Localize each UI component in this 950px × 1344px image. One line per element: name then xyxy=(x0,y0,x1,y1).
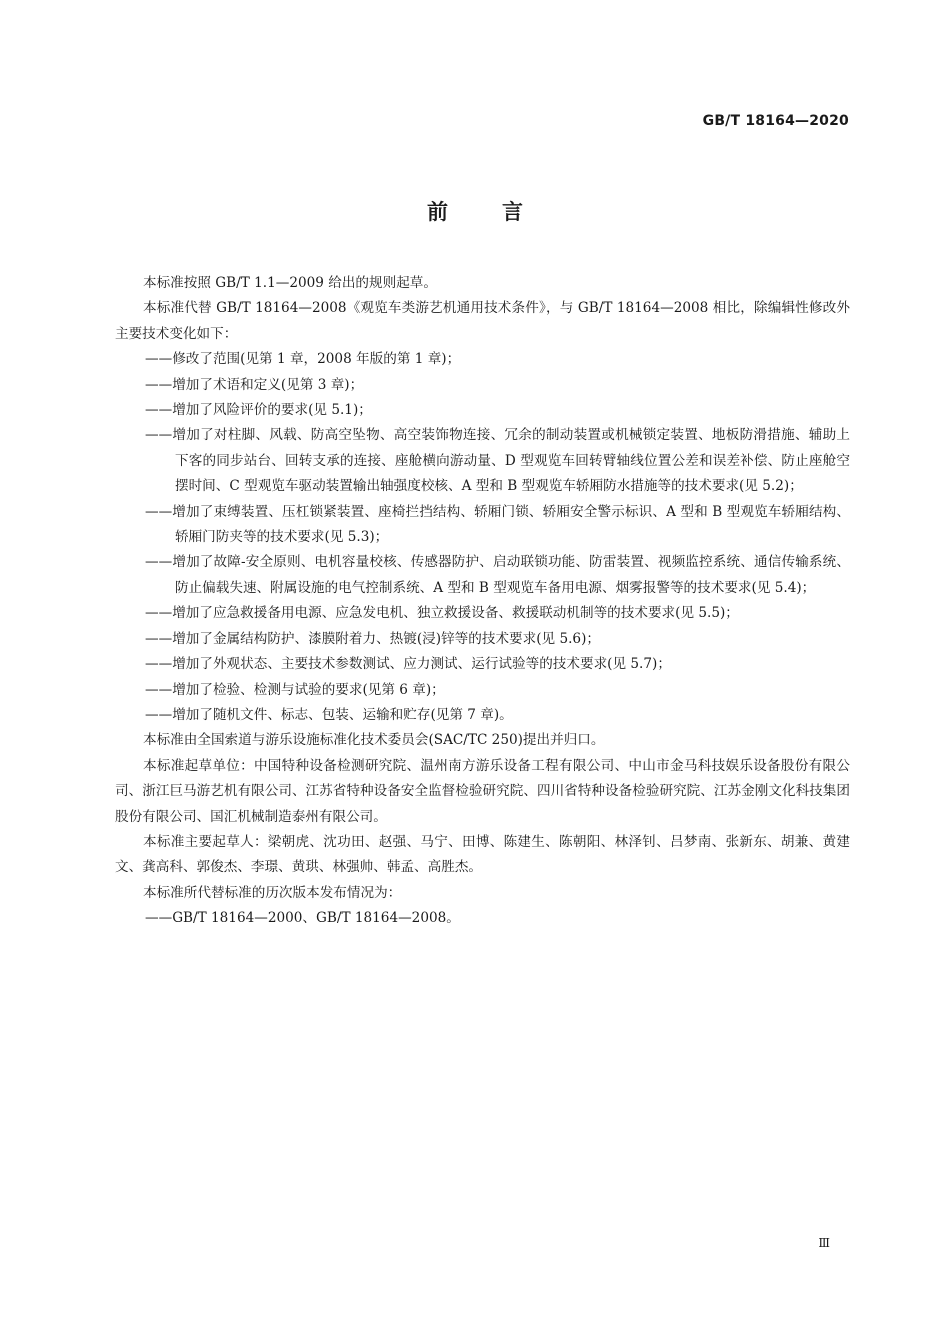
page-number: Ⅲ xyxy=(818,1236,830,1250)
paragraph-drafters: 本标准主要起草人：梁朝虎、沈功田、赵强、马宁、田博、陈建生、陈朝阳、林泽钊、吕梦南、张新东、胡兼、黄建文、龚高科、郭俊杰、李璟、黄珙、林强帅、韩孟、高胜杰。 xyxy=(115,833,850,876)
paragraph-history-intro: 本标准所代替标准的历次版本发布情况为： xyxy=(143,884,402,901)
paragraph-drafting-units: 本标准起草单位：中国特种设备检测研究院、温州南方游乐设备工程有限公司、中山市金马科技娱乐设备股份有限公司、浙江巨马游艺机有限公司、江苏省特种设备安全监督检验研究院、四川省特种设备检验研究院、江苏金刚文化科技集团股份有限公司、国汇机械制造泰州有限公司。 xyxy=(115,757,850,825)
change-item: ——增加了风险评价的要求(见 5.1)； xyxy=(145,402,372,419)
standard-code: GB/T 18164—2020 xyxy=(702,113,849,129)
change-item: ——增加了故障-安全原则、电机容量校核、传感器防护、启动联锁功能、防雷装置、视频监控系统、通信传输系统、防止偏载失速、附属设施的电气控制系统、A 型和 B 型观览车备用电源、烟雾报警等的技术要求(见 5.4)； xyxy=(145,554,850,596)
history-item: ——GB/T 18164—2000、GB/T 18164—2008。 xyxy=(145,910,460,927)
paragraph-drafting-rules: 本标准按照 GB/T 1.1—2009 给出的规则起草。 xyxy=(143,275,437,291)
change-item: ——增加了金属结构防护、漆膜附着力、热镀(浸)锌等的技术要求(见 5.6)； xyxy=(145,630,600,647)
paragraph-proposer: 本标准由全国索道与游乐设施标准化技术委员会(SAC/TC 250)提出并归口。 xyxy=(143,732,605,749)
change-item: ——增加了随机文件、标志、包装、运输和贮存(见第 7 章)。 xyxy=(145,706,513,723)
change-item: ——增加了对柱脚、风载、防高空坠物、高空装饰物连接、冗余的制动装置或机械锁定装置、地板防滑措施、辅助上下客的同步站台、回转支承的连接、座舱横向游动量、D 型观览车回转臂轴线位置公差和误差补偿、防止座舱空摆时间、C 型观览车驱动装置输出轴强度校核、A 型和 B 型观览车轿厢防水措施等的技术要求(见 5.2)； xyxy=(145,427,850,495)
change-item: ——增加了应急救援备用电源、应急发电机、独立救援设备、救援联动机制等的技术要求(见 5.5)； xyxy=(145,605,739,622)
title-char-2: 言 xyxy=(502,200,523,224)
change-item: ——增加了外观状态、主要技术参数测试、应力测试、运行试验等的技术要求(见 5.7)； xyxy=(145,656,671,673)
paragraph-replacement: 本标准代替 GB/T 18164—2008《观览车类游艺机通用技术条件》，与 GB/T 18164—2008 相比，除编辑性修改外主要技术变化如下： xyxy=(115,300,850,342)
page-title xyxy=(0,196,950,226)
title-char-1: 前 xyxy=(427,200,448,224)
change-item: ——增加了束缚装置、压杠锁紧装置、座椅拦挡结构、轿厢门锁、轿厢安全警示标识、A 型和 B 型观览车轿厢结构、轿厢门防夹等的技术要求(见 5.3)； xyxy=(145,503,850,546)
foreword-body xyxy=(115,271,850,932)
change-item: ——增加了检验、检测与试验的要求(见第 6 章)； xyxy=(145,681,445,698)
change-item: ——增加了术语和定义(见第 3 章)； xyxy=(145,376,364,393)
change-item: ——修改了范围(见第 1 章，2008 年版的第 1 章)； xyxy=(145,351,461,368)
